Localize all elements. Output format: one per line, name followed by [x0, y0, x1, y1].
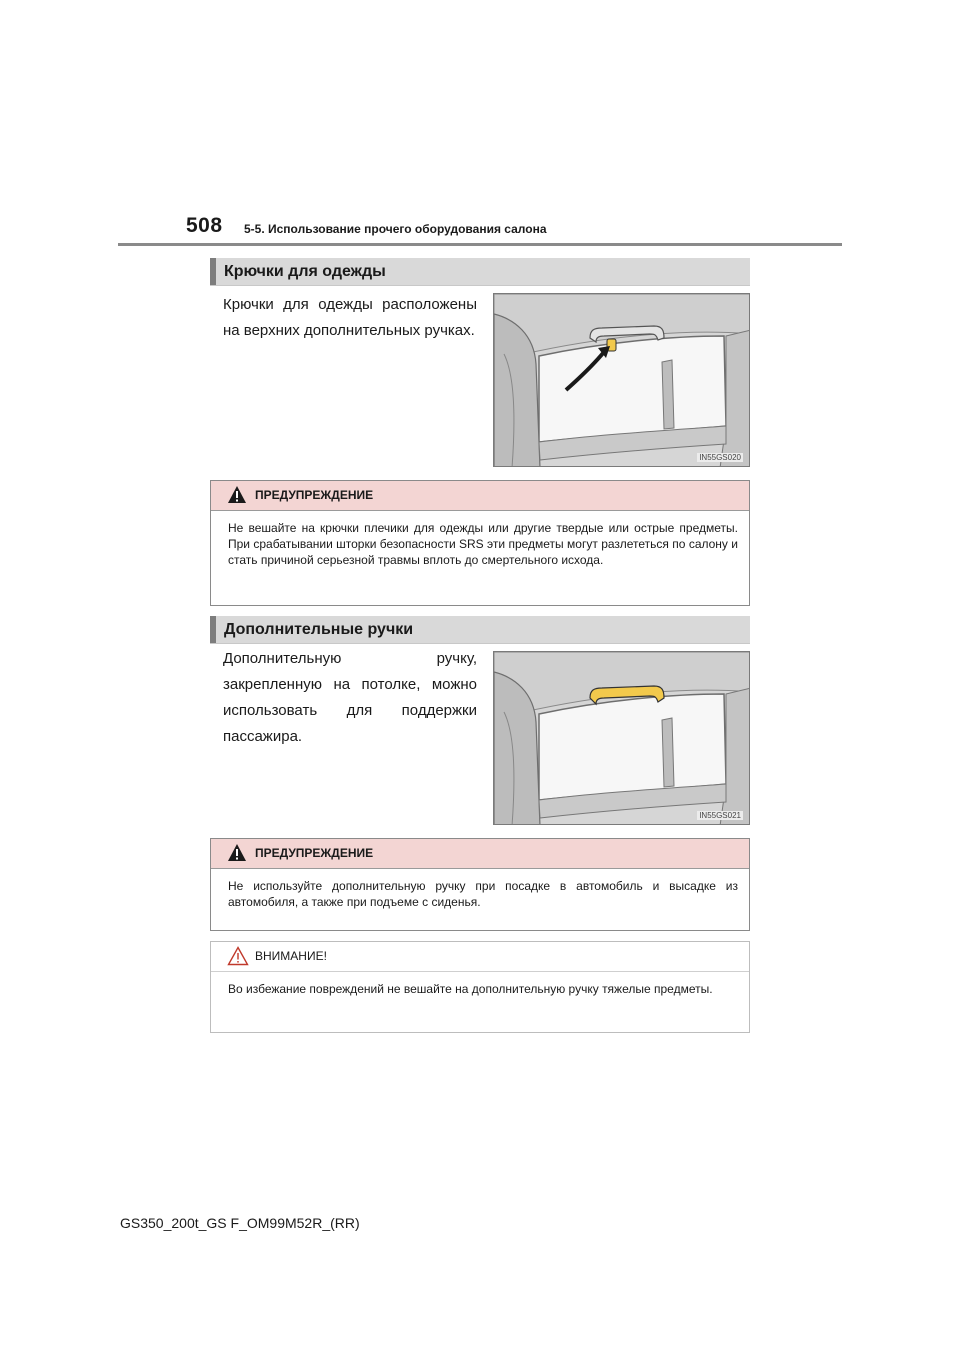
car-interior-grip-drawing [494, 652, 750, 825]
warning-triangle-icon [227, 485, 247, 504]
car-interior-hook-drawing [494, 294, 750, 467]
illustration-clothes-hook [493, 293, 750, 467]
handles-description: Дополнительную ручку, закрепленную на потолке, можно использовать для поддержки пассажира. [223, 650, 477, 745]
section-title-hooks: Крючки для одежды [224, 263, 386, 280]
page-number: 508 [186, 214, 223, 237]
section-marker [210, 258, 216, 285]
warning-box-hooks [210, 480, 750, 606]
caution-box [210, 941, 750, 1033]
chapter-title: 5-5. Использование прочего оборудования салона [244, 222, 547, 236]
caution-text: Во избежание повреждений не вешайте на дополнительную ручку тяжелые предметы. [228, 982, 713, 996]
section-title-handles: Дополнительные ручки [224, 621, 414, 638]
header-rule [118, 243, 842, 246]
caution-label: ВНИМАНИЕ! [255, 949, 327, 963]
section-marker [210, 616, 216, 643]
warning-text: Не используйте дополнительную ручку при посадке в автомобиль и высадке из автомобиля, а также при подъеме с сиденья. [228, 879, 738, 909]
image-code: IN55GS021 [699, 811, 741, 820]
warning-triangle-icon [227, 843, 247, 862]
warning-header [211, 481, 749, 511]
warning-label: ПРЕДУПРЕЖДЕНИЕ [255, 488, 374, 502]
illustration-assist-grip [493, 651, 750, 825]
section-title-bar-handles [210, 616, 750, 644]
section-title-bar-hooks [210, 258, 750, 286]
caution-header [211, 942, 749, 972]
footer-document-code: GS350_200t_GS F_OM99M52R_(RR) [120, 1215, 360, 1231]
warning-text: Не вешайте на крючки плечики для одежды или другие твердые или острые предметы. При срабатывании шторки безопасности SRS эти предметы могут разлететься по салону и стать причиной серьезной травмы вплоть до смертельного исхода. [228, 521, 738, 567]
caution-triangle-icon [227, 946, 249, 966]
hooks-description: Крючки для одежды расположены на верхних дополнительных ручках. [223, 296, 477, 339]
warning-label: ПРЕДУПРЕЖДЕНИЕ [255, 846, 374, 860]
warning-header [211, 839, 749, 869]
image-code: IN55GS020 [699, 453, 741, 462]
warning-box-handles [210, 838, 750, 931]
